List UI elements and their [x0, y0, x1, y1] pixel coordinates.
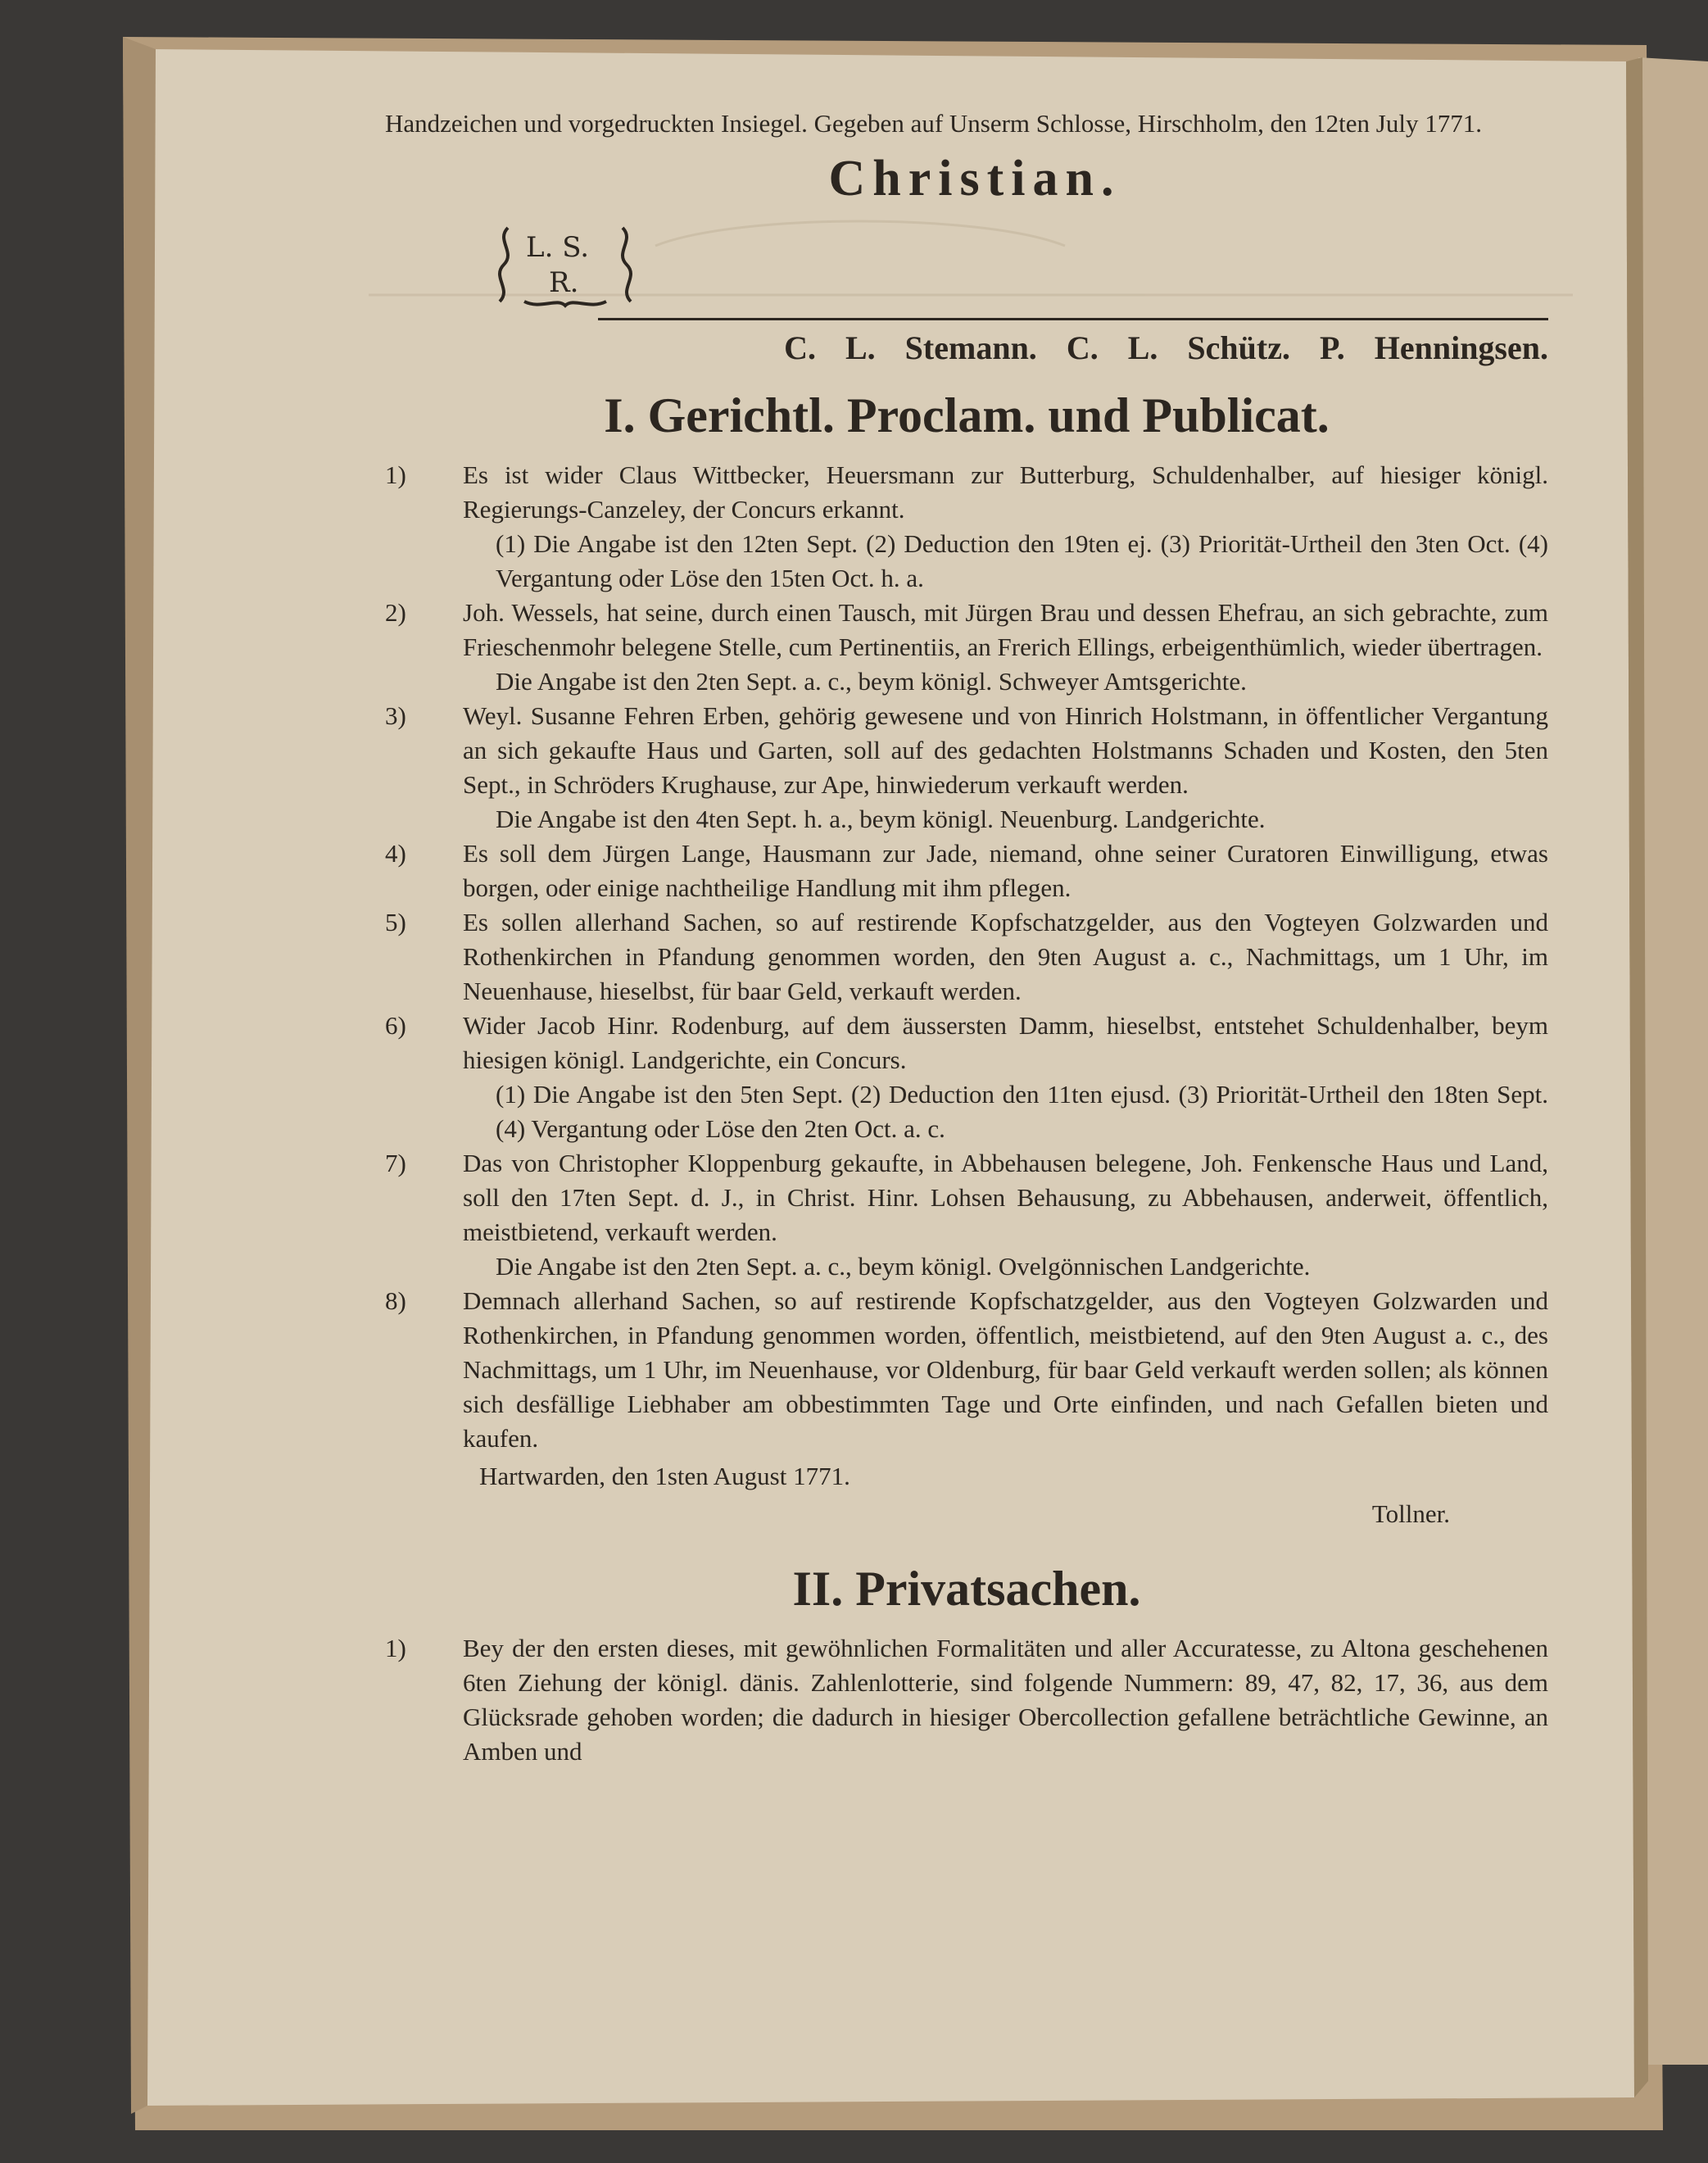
item-number: 6)	[385, 1011, 406, 1040]
list-item	[385, 1284, 1548, 1456]
list-item	[385, 1146, 1548, 1284]
list-item	[385, 596, 1548, 699]
item-text: Es sollen allerhand Sachen, so auf restirende Kopfschatzgelder, aus den Vogteyen Golzwarden und Rothenkirchen in Pfandung genommen worden, den 9ten August a. c., Nachmittags, um 1 Uhr, im Neuenhause, hieselbst, für baar Geld, verkauft werden.	[463, 908, 1548, 1005]
item-number: 3)	[385, 701, 406, 730]
item-text: Es soll dem Jürgen Lange, Hausmann zur Jade, niemand, ohne seiner Curatoren Einwilligung, etwas borgen, oder einige nachtheilige Handlung mit ihm pflegen.	[463, 839, 1548, 902]
document-page	[385, 107, 1548, 1769]
item-subtext: (1) Die Angabe ist den 12ten Sept. (2) Deduction den 19ten ej. (3) Priorität-Urtheil den 3ten Oct. (4) Vergantung oder Löse den 15ten Oct. h. a.	[496, 529, 1548, 592]
list-item	[385, 1009, 1548, 1146]
item-text: Es ist wider Claus Wittbecker, Heuersmann zur Butterburg, Schuldenhalber, auf hiesiger königl. Regierungs-Canzeley, der Concurs erkannt.	[463, 460, 1548, 524]
item-subtext: Die Angabe ist den 2ten Sept. a. c., beym königl. Ovelgönnischen Landgerichte.	[496, 1252, 1311, 1281]
countersigner-stemann: C. L. Stemann.	[784, 329, 1037, 366]
dateline: Hartwarden, den 1sten August 1771.	[479, 1462, 850, 1490]
section-heading-court-proclamations: I. Gerichtl. Proclam. und Publicat.	[604, 388, 1330, 442]
item-text: Joh. Wessels, hat seine, durch einen Tausch, mit Jürgen Brau und dessen Ehefrau, an sich gebrachte, zum Frieschenmohr belegene Stelle, cum Pertinentiis, an Frerich Ellings, erbeigenthümlich, wieder übertragen.	[463, 598, 1548, 661]
signature-christian: Christian.	[828, 151, 1121, 206]
item-text: Weyl. Susanne Fehren Erben, gehörig gewesene und von Hinrich Holstmann, in öffentlicher Vergantung an sich gekaufte Haus und Garten, soll auf des gedachten Holstmanns Schaden und Kosten, den 5ten Sept., in Schröders Krughause, zur Ape, hinwiederum verkauft werden.	[463, 701, 1548, 799]
signature-rule	[598, 318, 1548, 320]
seal-ornament-icon	[492, 220, 639, 310]
seal-text-line1: L. S.	[526, 231, 590, 264]
item-subtext: Die Angabe ist den 2ten Sept. a. c., beym königl. Schweyer Amtsgerichte.	[496, 667, 1247, 696]
item-number: 7)	[385, 1149, 406, 1177]
list-item	[385, 837, 1548, 905]
item-text: Bey der den ersten dieses, mit gewöhnlichen Formalitäten und aller Accuratesse, zu Altona geschehenen 6ten Ziehung der königl. dänis. Zahlenlotterie, sind folgende Nummern: 89, 47, 82, 17, 36, aus dem Glücksrade gehoben worden; die dadurch in hiesiger Obercollection gefallene beträchtliche Gewinne, an Amben und	[463, 1634, 1548, 1766]
item-number: 1)	[385, 1634, 406, 1662]
item-number: 2)	[385, 598, 406, 627]
item-subtext: Die Angabe ist den 4ten Sept. h. a., beym königl. Neuenburg. Landgerichte.	[496, 805, 1266, 833]
closing-text: Handzeichen und vorgedruckten Insiegel. Gegeben auf Unserm Schlosse, Hirschholm, den 12ten July 1771.	[385, 109, 1482, 138]
item-text: Demnach allerhand Sachen, so auf restirende Kopfschatzgelder, aus den Vogteyen Golzwarden und Rothenkirchen, in Pfandung genommen worden, öffentlich, meistbietend, auf den 9ten August a. c., des Nachmittags, um 1 Uhr, im Neuenhause, vor Oldenburg, für baar Geld verkauft werden sollen; als können sich desfällige Liebhaber am obbestimmten Tage und Orte einfinden, und nach Gefallen bieten und kaufen.	[463, 1286, 1548, 1453]
list-item	[385, 699, 1548, 837]
signer-name: Tollner.	[1371, 1499, 1450, 1528]
list-item	[385, 905, 1548, 1009]
list-item	[385, 458, 1548, 596]
item-number: 1)	[385, 460, 406, 489]
list-item	[385, 1631, 1548, 1769]
item-number: 5)	[385, 908, 406, 936]
countersigners	[385, 327, 1548, 370]
seal-text-line2: R.	[549, 266, 579, 299]
section-heading-private-matters: II. Privatsachen.	[792, 1562, 1141, 1616]
item-subtext: (1) Die Angabe ist den 5ten Sept. (2) Deduction den 11ten ejusd. (3) Priorität-Urtheil den 18ten Sept. (4) Vergantung oder Löse den 2ten Oct. a. c.	[496, 1080, 1548, 1143]
item-text: Wider Jacob Hinr. Rodenburg, auf dem äussersten Damm, hieselbst, entstehet Schuldenhalber, beym hiesigen königl. Landgerichte, ein Concurs.	[463, 1011, 1548, 1074]
seal-area	[385, 211, 1548, 310]
item-text: Das von Christopher Kloppenburg gekaufte, in Abbehausen belegene, Joh. Fenkensche Haus und Land, soll den 17ten Sept. d. J., in Christ. Hinr. Lohsen Behausung, zu Abbehausen, anderweit, öffentlich, meistbietend, verkauft werden.	[463, 1149, 1548, 1246]
countersigner-schuetz: C. L. Schütz.	[1066, 329, 1290, 366]
countersigner-henningsen: P. Henningsen.	[1319, 329, 1548, 366]
item-number: 8)	[385, 1286, 406, 1315]
item-number: 4)	[385, 839, 406, 868]
